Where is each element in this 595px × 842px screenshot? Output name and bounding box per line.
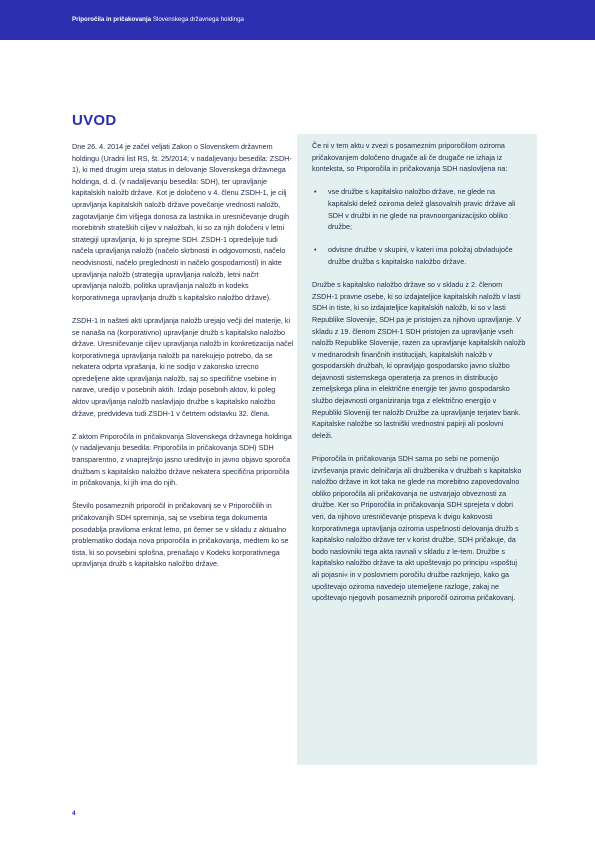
right-paragraph-2: Priporočila in pričakovanja SDH sama po sebi ne pomenijo izvrševanja pravic delničarja ali družbenika v družbah s kapitalsko naložbo države in kot taka ne glede na morebitno zapovedovalno obliko priporočila ali pričakovanja ne ustvarjajo obveznosti za družbe. Ker so Priporočila in pričakovanja SDH sprejeta v dobri veri, da njihovo uresničevanje prispeva k dvigu kakovosti korporativnega upravljanja oziroma uspešnosti delovanja družb s kapitalsko naložbo države ter v korist družbe, SDH pričakuje, da bodo naslovniki tega akta ravnali v skladu z le-tem. Družbe s kapitalsko naložbo države ta akt upoštevajo po principu »spoštuj ali pojasni« in v poslovnem poročilu družbe razkrijejo, kako ga upoštevajo oziroma navedejo utemeljene razloge, zakaj ne upoštevajo njegovih posameznih priporočil oziroma pričakovanj. xyxy=(312,454,522,603)
page-number: 4 xyxy=(72,810,76,817)
right-column xyxy=(312,140,526,615)
bullet-icon: • xyxy=(314,245,317,255)
list-item xyxy=(312,186,526,232)
left-paragraph-4: Število posameznih priporočil in pričakovanj se v Priporočilih in pričakovanjih SDH spreminja, saj se vsebina tega dokumenta posodablja praviloma enkrat letno, pri čemer se v skladu z aktualno problematiko dodaja nova priporočila in pričakovanja, medtem ko se tista, ki so povsebini splošna, prenašajo v Kodeks korporativnega upravljanja družb s kapitalsko naložbo države. xyxy=(72,501,289,569)
left-column xyxy=(72,141,294,582)
left-paragraph-2: ZSDH-1 in našteti akti upravljanja naložb urejajo večji del materije, ki se nanaša na (korporativno) upravljanje družb s kapitalsko naložbo države. Uresničevanje ciljev upravljanja naložb in konkretizacija načel korporativnega upravljanja naložb pa narekujejo potrebo, da se nekatera odprta vprašanja, ki ne sodijo v zakonsko izrecno opredeljene akte upravljanja naložb, saj so specifične vsebine in narave, uredijo v posebnih aktih. Izdajo posebnih aktov, ki poleg aktov upravljanja naložb naslavljajo družbe s kapitalsko naložbo države, predvideva tudi ZSDH-1 v četrtem odstavku 32. člena. xyxy=(72,315,294,418)
recipient-list xyxy=(312,186,526,267)
left-paragraph-3: Z aktom Priporočila in pričakovanja Slovenskega državnega holdinga (v nadaljevanju besedila: Priporočila in pričakovanja SDH) SDH transparentno, z vnaprejšnjo jasno ureditvijo in javno objavo sporoča družbam s kapitalsko naložbo države nekatera specifična priporočila in pričakovanja, ki jih ima do njih. xyxy=(72,431,292,488)
header-text xyxy=(72,16,244,23)
right-paragraph-1: Družbe s kapitalsko naložbo države so v skladu z 2. členom ZSDH-1 pravne osebe, ki so izdajateljice kapitalskih naložb v lasti SDH in tiste, ki so izdajateljice kapitalskih naložb, ki so v lasti Republike Slovenije, SDH pa je pristojen za njihovo upravljanje. V skladu z 19. členom ZSDH-1 SDH pristojen za upravljanje vseh naložb Republike Slovenije, razen za upravljanje kapitalskih naložb v mednarodnih finančnih institucijah, kapitalskih naložb v gospodarskih družbah, ki opravljajo gospodarsko javno službo dejavnosti sistemskega operaterja za prenos in distribucijo zemeljskega plina in električne energije ter javno gospodarsko službo dejavnosti organiziranja trga z električno energijo v Republiki Sloveniji ter naložb Družbe za upravljanje terjatev bank. Kapitalske naložbe so lastniški vrednostni papirji ali poslovni deleži. xyxy=(312,280,526,440)
list-item xyxy=(312,244,526,267)
header-section: Priporočila in pričakovanja xyxy=(72,16,152,23)
right-intro: Če ni v tem aktu v zvezi s posameznim priporočilom oziroma pričakovanjem določeno drugače ali če drugače ne izhaja iz konteksta, so Priporočila in pričakovanja SDH naslovljena na: xyxy=(312,141,508,174)
list-item-text: odvisne družbe v skupini, v kateri ima položaj obvladujoče družbe družba s kapitalsko naložbo države. xyxy=(328,245,513,266)
list-item-text: vse družbe s kapitalsko naložbo države, ne glede na kapitalski delež oziroma delež glasovalnih pravic države ali SDH v družbi in ne glede na pravnoorganizacijsko obliko družbe; xyxy=(328,187,516,232)
left-paragraph-1: Dne 26. 4. 2014 je začel veljati Zakon o Slovenskem državnem holdingu (Uradni list RS, št. 25/2014; v nadaljevanju besedila: ZSDH-1), ki med drugim ureja status in delovanje Slovenskega državnega holdinga, d. d. (v nadaljevanju besedila: SDH), ter upravljanje kapitalskih naložb države. Kot je določeno v 4. členu ZSDH-1, je cilj upravljanja kapitalskih naložb države povečanje vrednosti naložb, zagotavljanje čim višjega donosa za lastnika in uresničevanje drugih morebitnih strateških ciljev v naložbah, ki so za njih določeni v letni strategiji upravljanja, ki jo sprejme SDH. ZSDH-1 opredeljuje tudi načela upravljanja naložb (načelo skrbnosti in odgovornosti, načelo neodvisnosti, načelo preglednosti in načelo gospodarnosti) in akte upravljanja naložb (strategija upravljanja naložb, letni načrt upravljanja naložb, politika upravljanja naložb in kodeks korporativnega upravljanja družb s kapitalsko naložbo države). xyxy=(72,142,292,302)
bullet-icon: • xyxy=(314,187,317,197)
page-title: UVOD xyxy=(72,112,117,129)
page-header xyxy=(0,0,595,40)
header-org: Slovenskega državnega holdinga xyxy=(152,16,244,23)
